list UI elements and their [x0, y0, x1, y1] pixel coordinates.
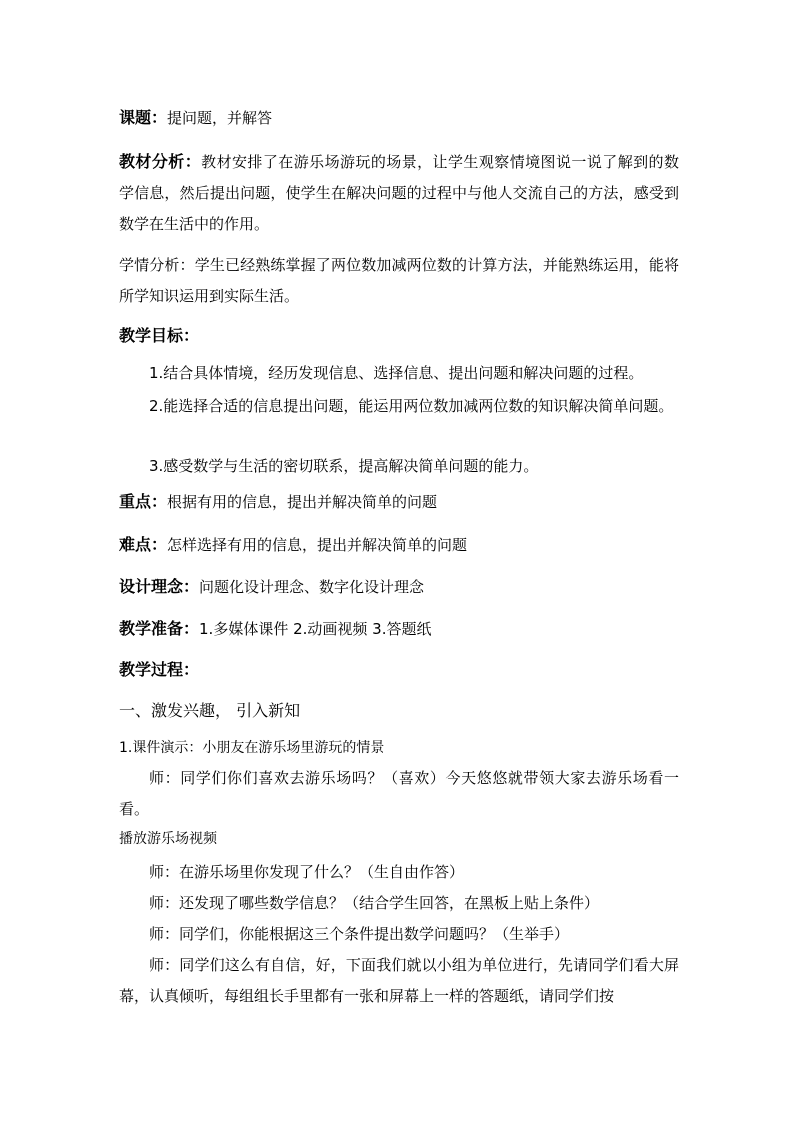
material-analysis-paragraph	[119, 146, 679, 240]
dialogue-line-1: 1.课件演示：小朋友在游乐场里游玩的情景	[119, 740, 385, 756]
material-analysis-label: 教材分析：	[119, 152, 202, 171]
student-analysis-label: 学情分析：	[119, 256, 195, 274]
preparation-line	[119, 619, 679, 639]
key-point-label: 重点：	[119, 492, 168, 511]
design-concept-label: 设计理念：	[119, 577, 200, 596]
difficulty-label: 难点：	[119, 535, 168, 554]
key-point-line	[119, 492, 679, 512]
goals-heading-text: 教学目标：	[119, 326, 200, 345]
goal-item-3: 3.感受数学与生活的密切联系，提高解决简单问题的能力。	[149, 457, 539, 475]
topic-line	[119, 108, 679, 128]
dialogue-line-7: 师：同学们这么有自信，好，下面我们就以小组为单位进行，先请同学们看大屏幕，认真倾听，每组组长手里都有一张和屏幕上一样的答题纸，请同学们按	[119, 956, 679, 1005]
topic-label: 课题：	[119, 108, 168, 127]
design-concept-line	[119, 577, 679, 597]
dialogue-line-3: 播放游乐场视频	[119, 831, 217, 847]
preparation-text: 1.多媒体课件 2.动画视频 3.答题纸	[199, 620, 432, 638]
dialogue-line-2: 师：同学们你们喜欢去游乐场吗？（喜欢）今天悠悠就带领大家去游乐场看一看。	[119, 769, 679, 818]
design-concept-text: 问题化设计理念、数字化设计理念	[199, 578, 425, 596]
section-one-heading: 一、激发兴趣， 引入新知	[119, 701, 301, 720]
process-heading-text: 教学过程：	[119, 660, 200, 679]
dialogue-line-6: 师：同学们，你能根据这三个条件提出数学问题吗？（生举手）	[149, 925, 570, 943]
student-analysis-text: 学生已经熟练掌握了两位数加减两位数的计算方法，并能熟练运用，能将所学知识运用到实际生活。	[119, 256, 679, 305]
goal-item-1: 1.结合具体情境，经历发现信息、选择信息、提出问题和解决问题的过程。	[149, 364, 644, 382]
dialogue-line-5: 师：还发现了哪些数学信息？（结合学生回答，在黑板上贴上条件）	[149, 894, 600, 912]
student-analysis-paragraph	[119, 250, 679, 312]
topic-text: 提问题，并解答	[167, 109, 273, 127]
difficulty-line	[119, 535, 679, 555]
process-heading	[119, 660, 679, 680]
material-analysis-text: 教材安排了在游乐场游玩的场景，让学生观察情境图说一说了解到的数学信息，然后提出问题，使学生在解决问题的过程中与他人交流自己的方法，感受到数学在生活中的作用。	[119, 153, 679, 233]
preparation-label: 教学准备：	[119, 619, 200, 638]
goals-heading	[119, 326, 679, 346]
key-point-text: 根据有用的信息，提出并解决简单的问题	[167, 493, 438, 511]
goal-item-2: 2.能选择合适的信息提出问题，能运用两位数加减两位数的知识解决简单问题。	[149, 397, 674, 415]
difficulty-text: 怎样选择有用的信息，提出并解决简单的问题	[167, 536, 468, 554]
dialogue-line-4: 师：在游乐场里你发现了什么？（生自由作答）	[149, 863, 465, 881]
